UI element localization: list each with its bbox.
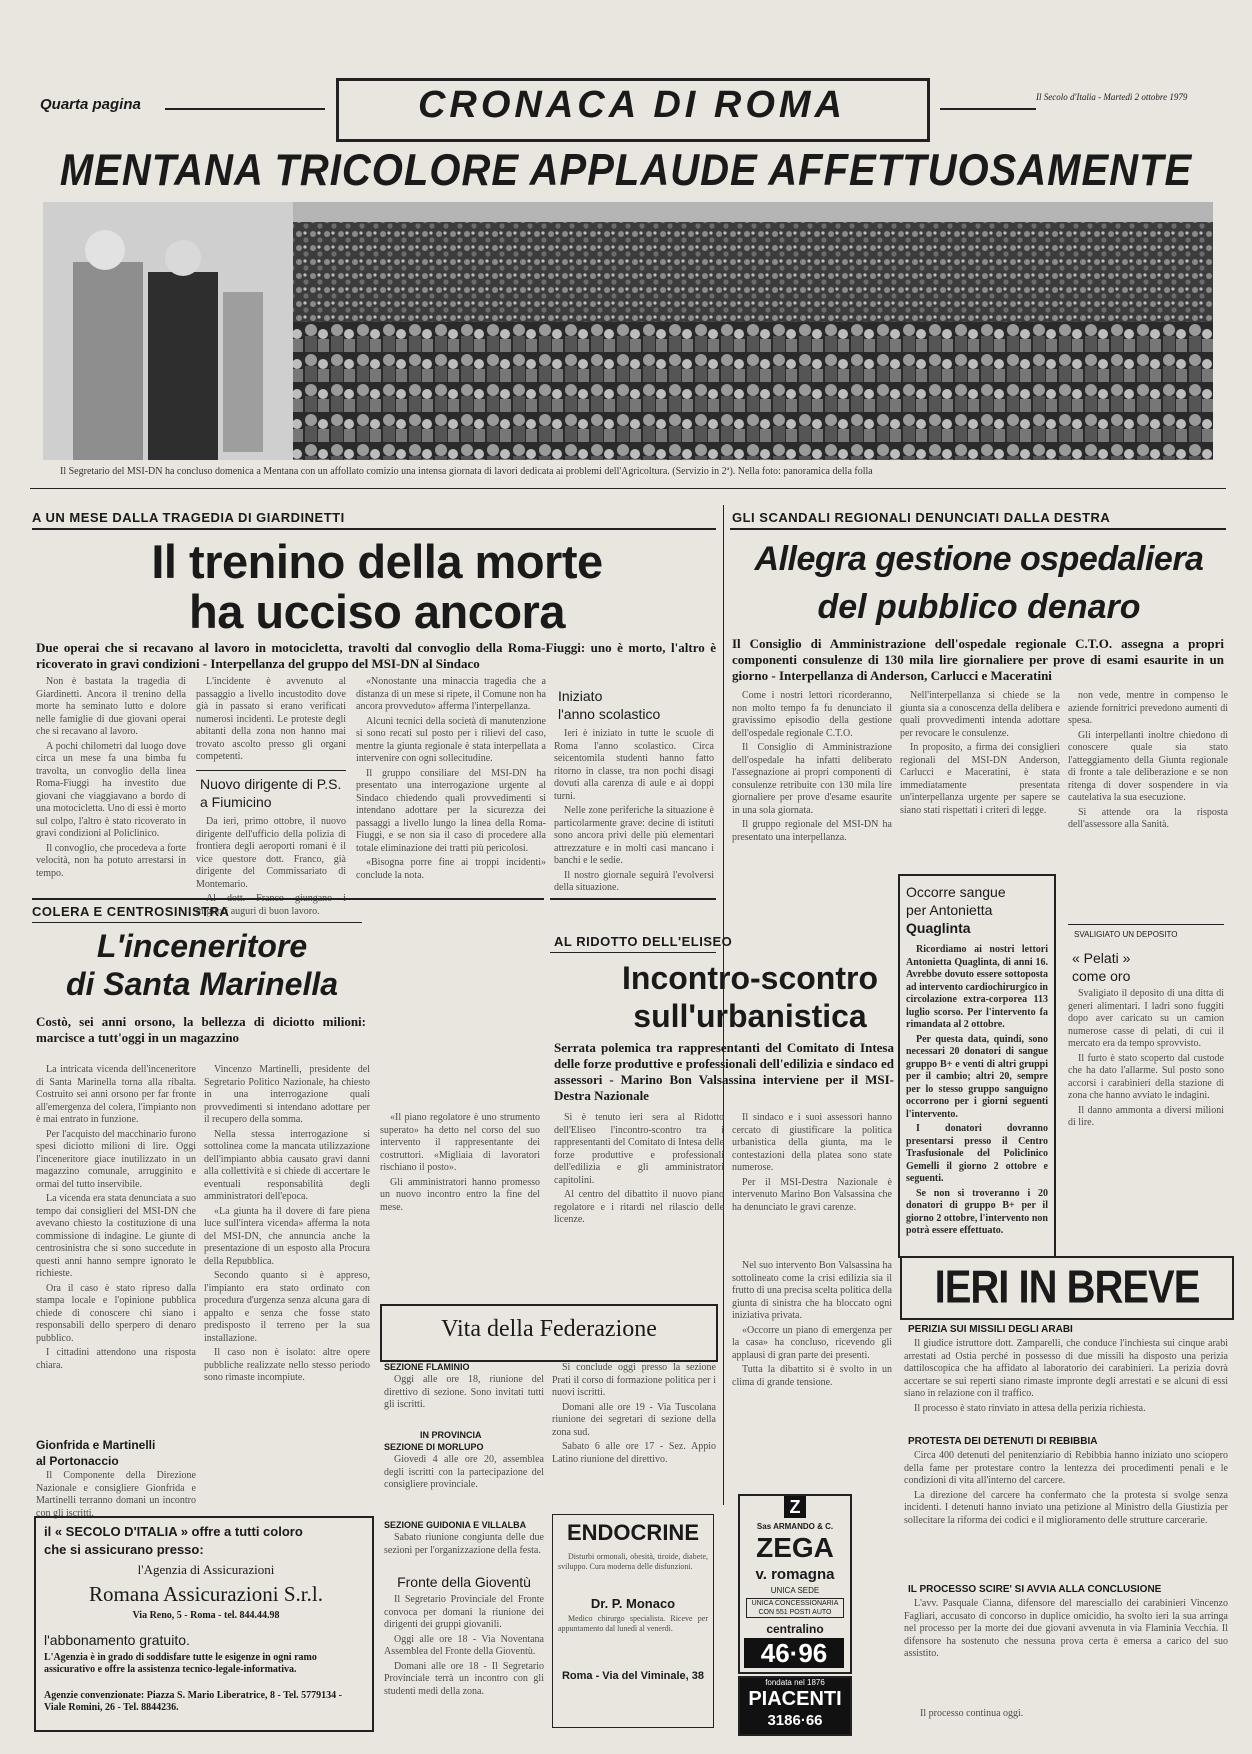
colera-body-1: La intricata vicenda dell'inceneritore di Santa Marinella torna alla ribalta. Costruito sei anni orsono per far fronte all'emergenza del colera, l'impianto non è mai entrato in funzione. Per l'acquisto del macchinario furono spesi diciotto milioni di lire. Oggi l'inceneritore giace inutilizzato in un magazzino comunale, arrugginito e ormai del tutto inservibile. La vicenda era stata denunciata a suo tempo dai consiglieri del MSI-DN che avevano chiesto la costituzione di una commissione di indagine. Le giunte di centrosinistra che si sono succedute in questi anni hanno sempre ignorato le richieste. Ora il caso è stato ripreso dalla stampa locale e l'opinione pubblica chiede di conoscere chi siano i responsabili dello sperpero di denaro pubblico. I cittadini attendono una risposta chiara.: [36, 1064, 196, 1371]
anno-body: Ieri è iniziato in tutte le scuole di Roma l'anno scolastico. Circa seicentomila studenti hanno fatto ritorno in classe, tra non pochi disagi dovuti alla carenza di aule e ai doppi turni. Nelle zone periferiche la situazione è particolarmente grave: decine di istituti sono ancora privi delle più elementari attrezzature e in molti casi mancano i banchi e le sedie. Il nostro giornale seguirà l'evolversi della situazione.: [554, 728, 714, 893]
gionfrida-title-2: al Portonaccio: [36, 1454, 119, 1468]
trenino-deck: Due operai che si recavano al lavoro in motocicletta, travolti dal convoglio della Roma-Fiuggi: uno è morto, l'altro è ricoverato in gravi condizioni - Interpellanza del gruppo del MSI-DN al Sindaco: [36, 640, 716, 671]
trenino-headline-1: Il trenino della morte: [151, 535, 603, 588]
endocrine-desc-2: Medico chirurgo specialista. Riceve per appuntamento dal lunedì al venerdì.: [558, 1614, 708, 1633]
gionfrida-title-1: Gionfrida e Martinelli: [36, 1438, 156, 1452]
ieri-title: IERI IN BREVE: [934, 1262, 1200, 1313]
endocrine-title: ENDOCRINE: [566, 1520, 699, 1545]
secolo-ad-line-6: Agenzie convenzionate: Piazza S. Mario Liberatrice, 8 - Tel. 5779134 - Viale Romini, 26 - Tel. 8844236.: [44, 1690, 342, 1713]
secolo-ad-company: Romana Assicurazioni S.r.l.: [89, 1582, 323, 1606]
piacenti-name: PIACENTI: [748, 1688, 842, 1710]
secolo-ad-line-5: L'Agenzia è in grado di soddisfare tutte le esigenze in ogni ramo assicurativo e offre la assistenza tecnico-legale-informativa.: [44, 1652, 317, 1675]
ospedale-body-2: Nell'interpellanza si chiede se la giunta sia a conoscenza della delibera e quali provvedimenti intenda adottare per revocare le consulenze. In proposito, a firma dei consiglieri regionali del MSI-DN Anderson, Carlucci e Maceratini, è stata immediatamente presentata un'interpellanza urgente per sapere se siano stati rispettati i criteri di legge.: [900, 690, 1060, 816]
zega-phone: 46·96: [744, 1638, 844, 1668]
eliseo-kicker: AL RIDOTTO DELL'ELISEO: [554, 934, 733, 949]
sangue-title-2: per Antonietta: [906, 902, 993, 918]
ieri-text-3: L'avv. Pasquale Cianna, difensore del maresciallo dei carabinieri Vincenzo Fagliari, accusato di concorso in duplice omicidio, ha svolto ieri la sua arringa nel processo per la morte dei due giovani avvenuta in via Flaminia Vecchia. Il difensore ha sostenuto che nessuna prova certa è emersa a carico del suo assistito.: [904, 1598, 1228, 1659]
eliseo-body-3: «Il piano regolatore è uno strumento superato» ha detto nel corso del suo intervento il rappresentante dei costruttori. «Migliaia di lavoratori rischiano il posto». Gli amministratori hanno promesso un nuovo incontro entro la fine del mese.: [380, 1112, 540, 1213]
colera-kicker: COLERA E CENTROSINISTRA: [32, 904, 230, 919]
piacenti-top: fondata nel 1876: [765, 1678, 825, 1687]
secolo-ad-line-3: l'Agenzia di Assicurazioni: [137, 1562, 275, 1577]
federazione-text-2: Giovedì 4 alle ore 20, assemblea degli iscritti con la partecipazione del consigliere provinciale.: [384, 1454, 544, 1490]
zega-letter: Z: [784, 1496, 806, 1518]
anno-title-1: Iniziato: [558, 688, 603, 704]
dirigente-rule: [196, 770, 346, 771]
eliseo-headline-2: sull'urbanistica: [633, 998, 867, 1034]
header-rule-right: [940, 108, 1036, 110]
trenino-body-2: L'incidente è avvenuto al passaggio a livello incustodito dove già in passato si erano verificati numerosi incidenti. Le proteste degli abitanti della zona non hanno mai trovato ascolto presso gli organi competenti.: [196, 676, 346, 762]
masthead-info: Il Secolo d'Italia - Martedì 2 ottobre 1979: [1036, 92, 1188, 102]
dirigente-title-1: Nuovo dirigente di P.S.: [200, 776, 342, 792]
eliseo-headline-1: Incontro-scontro: [622, 960, 878, 996]
sangue-body: Ricordiamo ai nostri lettori Antonietta Quaglinta, di anni 16. Avrebbe dovuto essere sottoposta ad intervento cardiochirurgico in circolazione extra-corporea 113 luglio scorso. Per l'intervento fa rimandata al 2 ottobre. Per questa data, quindi, sono necessari 20 donatori di sangue gruppo B+ e venti di altri gruppi per il cambio; altri 20, sempre per lo stesso gruppo sanguigno occorrono per i giorni seguenti l'intervento. I donatori dovranno presentarsi presso il Centro Trasfusionale del Policlinico Gemelli il giorno 2 ottobre e seguenti. Se non si troveranno i 20 donatori di gruppo B+ per il giorno 2 ottobre, l'intervento non potrà essere effettuato.: [906, 944, 1048, 1236]
piacenti-phone: 3186·66: [767, 1712, 823, 1729]
colera-body-2: Vincenzo Martinelli, presidente del Segretario Politico Nazionale, ha chiesto in una interrogazione quali provvedimenti si intendano adottare per il recupero della somma. Nella stessa interrogazione si sottolinea come la mancata utilizzazione dell'impianto abbia causato gravi danni alla collettività e si chiede di accertare le eventuali responsabilità degli amministratori dell'epoca. «La giunta ha il dovere di fare piena luce sull'intera vicenda» afferma la nota del MSI-DN, che annuncia anche la presentazione di un esposto alla Procura della Repubblica. Secondo quanto si è appreso, l'impianto era stato ordinato con procedura d'urgenza senza alcuna gara di appalto e senza che fosse stato predisposto il terreno per la sua installazione. Il caso non è isolato: altre opere pubbliche realizzate nello stesso periodo sono rimaste incompiute.: [204, 1064, 370, 1383]
zega-centralino: centralino: [766, 1622, 824, 1636]
eliseo-kicker-rule: [550, 952, 716, 953]
endocrine-desc: Disturbi ormonali, obesità, tiroide, diabete, sviluppo. Cura moderna delle disfunzioni.: [558, 1552, 708, 1571]
federazione-text-1: Oggi alle ore 18, riunione del direttivo di sezione. Sono invitati tutti gli iscritti.: [384, 1374, 544, 1410]
dirigente-body: Da ieri, primo ottobre, il nuovo dirigente dell'ufficio della polizia di frontiera degli aeroporti romani è il vice questore dott. Franco, già dirigente del Commissariato di Montemario. migliori auguri di buon lavoro.: [196, 816, 346, 917]
pelati-kicker: SVALIGIATO UN DEPOSITO: [1074, 930, 1178, 939]
secolo-ad-line-2: che si assicurano presso:: [44, 1542, 204, 1557]
secolo-ad-line-1: il « SECOLO D'ITALIA » offre a tutti coloro: [44, 1524, 303, 1539]
trenino-kicker: A UN MESE DALLA TRAGEDIA DI GIARDINETTI: [32, 510, 345, 525]
section-title: CRONACA DI ROMA: [417, 84, 846, 126]
crowd-photo-image: [43, 202, 1213, 460]
ieri-text-2: Circa 400 detenuti del penitenziario di Rebibbia hanno iniziato uno sciopero della fame per protestare contro la lentezza dei procedimenti penali e le condizioni di vita all'interno del carcere. La direzione del carcere ha confermato che la protesta si svolge senza incidenti. I detenuti hanno inviato una petizione al Ministro della Giustizia per sollecitare la riforma dei codici e il miglioramento delle strutture carcerarie.: [904, 1450, 1228, 1526]
trenino-body-1: Non è bastata la tragedia di Giardinetti. Ancora il trenino della morte ha seminato lutto e dolore nelle famiglie di due giovani operai che si recavano al lavoro. A pochi chilometri dal luogo dove circa un mese fa una bimba fu travolta, un convoglio della linea Roma-Fiuggi ha investito due giovani che viaggiavano a bordo di una motocicletta. Uno di essi è morto sul colpo, l'altro è stato ricoverato in gravi condizioni al Policlinico. Il convoglio, che procedeva a forte velocità, non ha potuto arrestarsi in tempo.: [36, 676, 186, 879]
secolo-ad-address: Via Reno, 5 - Roma - tel. 844.44.98: [132, 1610, 280, 1621]
eliseo-body-2: Il sindaco e i suoi assessori hanno cercato di giustificare la politica urbanistica della giunta, ma le contestazioni della platea sono state numerose. Per il MSI-Destra Nazionale è intervenuto Marino Bon Valsassina che ha denunciato le gravi carenze.: [732, 1112, 892, 1213]
endocrine-doctor: Dr. P. Monaco: [590, 1596, 676, 1611]
colera-deck: Costò, sei anni orsono, la bellezza di diciotto milioni: marcisce a tutt'oggi in un magazzino: [36, 1014, 366, 1045]
ieri-sub-3: IL PROCESSO SCIRE' SI AVVIA ALLA CONCLUSIONE: [908, 1584, 1162, 1595]
trenino-kicker-rule: [32, 528, 716, 530]
colera-top-rule: [32, 898, 544, 900]
ospedale-body-1: Come i nostri lettori ricorderanno, non molto tempo fa fu denunciato il gravissimo episodio della gestione dell'ospedale regionale C.T.O. Il Consiglio di Amministrazione dell'ospedale ha infatti deliberato l'assegnazione ai propri componenti di consulenze retribuite con 130 mila lire giornaliere per prove d'esame esaurite in una sola giornata. Il gruppo regionale del MSI-DN ha presentato una interpellanza.: [732, 690, 892, 843]
fronte-text: Il Segretario Provinciale del Fronte convoca per domani la riunione dei dirigenti dei gruppi giovanili. Oggi alle ore 18 - Via Noventana Assemblea del Fronte della Gioventù. Domani alle ore 18 - Il Segretario Provinciale terrà un incontro con gli studenti medi della zona.: [384, 1594, 544, 1697]
header-rule-left: [165, 108, 325, 110]
eliseo-deck: Serrata polemica tra rappresentanti del Comitato di Intesa delle forze produttive e professionali dell'edilizia e sindaco ed assessori - Marino Bon Valsassina interviene per il MSI-Destra Nazionale: [554, 1040, 894, 1103]
page-label: Quarta pagina: [40, 96, 141, 113]
colera-headline-1: L'inceneritore: [96, 928, 308, 964]
federazione-title: Vita della Federazione: [441, 1316, 657, 1342]
ospedale-kicker-rule: [730, 528, 1226, 530]
ospedale-headline-1: Allegra gestione ospedaliera: [754, 540, 1204, 578]
ospedale-body-3: non vede, mentre in compenso le aziende fornitrici prevedono aumenti di spesa. Gli interpellanti inoltre chiedono di conoscere quale sia stato l'atteggiamento della Giunta regionale di fronte a tale deliberazione e se non ritenga di dover sospendere in via cautelativa la sua esecuzione. Si attende ora la risposta dell'assessore alla Sanità.: [1068, 690, 1228, 830]
caption-rule: [30, 488, 1226, 489]
anno-title-2: l'anno scolastico: [558, 706, 661, 722]
federazione-sub-4: SEZIONE GUIDONIA E VILLALBA: [384, 1520, 527, 1530]
federazione-text-4: Si conclude oggi presso la sezione Prati il corso di formazione politica per i nuovi iscritti. Domani alle ore 19 - Via Tuscolana riunione dei segretari di sezione della zona sud. Sabato 6 alle ore 17 - Sez. Appio Latino riunione del direttivo.: [552, 1362, 716, 1465]
zega-company: Sas ARMANDO & C.: [756, 1522, 834, 1531]
main-headline: MENTANA TRICOLORE APPLAUDE AFFETTUOSAMENTE: [59, 146, 1193, 196]
endocrine-address: Roma - Via del Viminale, 38: [561, 1670, 705, 1682]
eliseo-body-1: Si è tenuto ieri sera al Ridotto dell'Eliseo l'incontro-scontro tra i rappresentanti del Comitato di Intesa delle forze produttive e professionali dell'edilizia e gli amministratori capitolini. Al centro del dibattito il nuovo piano regolatore e i ritardi nel rilascio delle licenze.: [554, 1112, 724, 1225]
eliseo-body-4: Nel suo intervento Bon Valsassina ha sottolineato come la crisi edilizia sia il frutto di una precisa scelta politica della giunta di sinistra che ha bloccato ogni iniziativa privata. «Occorre un piano di emergenza per la casa» ha concluso, ricevendo gli applausi di gran parte dei presenti. Tutta la dibattito si è svolto in un clima di grande tensione.: [732, 1260, 892, 1388]
ieri-sub-2: PROTESTA DEI DETENUTI DI REBIBBIA: [908, 1436, 1098, 1447]
ospedale-kicker: GLI SCANDALI REGIONALI DENUNCIATI DALLA DESTRA: [732, 510, 1111, 525]
ospedale-deck: Il Consiglio di Amministrazione dell'ospedale regionale C.T.O. assegna a propri componenti consulenze di 130 mila lire giornaliere per prove di esami esaurite in un giorno - Interpellanza di Anderson, Carlucci e Maceratini: [732, 636, 1224, 683]
federazione-text-3: Sabato riunione congiunta delle due sezioni per l'organizzazione della festa.: [384, 1532, 544, 1556]
zega-unica-sede: UNICA SEDE: [770, 1586, 820, 1595]
ieri-sub-1: PERIZIA SUI MISSILI DEGLI ARABI: [908, 1324, 1073, 1335]
gionfrida-body: Il Componente della Direzione Nazionale e consigliere Gionfrida e Martinelli terranno domani un incontro con gli iscritti.: [36, 1470, 196, 1519]
pelati-title-2: come oro: [1072, 968, 1131, 984]
sangue-title-1: Occorre sangue: [906, 884, 1006, 900]
eliseo-top-rule: [550, 898, 716, 900]
zega-concessionaria: UNICA CONCESSIONARIA CON 551 POSTI AUTO: [746, 1598, 844, 1618]
dirigente-title-2: a Fiumicino: [200, 794, 272, 810]
photo-caption: Il Segretario del MSI-DN ha concluso domenica a Mentana con un affollato comizio una intensa giornata di lavori dedicata ai problemi dell'Agricoltura. (Servizio in 2ª). Nella foto: panoramica della folla: [60, 466, 873, 477]
sangue-title-3: Quaglinta: [906, 920, 971, 936]
federazione-sub-2: IN PROVINCIA: [420, 1430, 482, 1440]
zega-name: ZEGA: [756, 1532, 834, 1563]
ospedale-headline-2: del pubblico denaro: [817, 588, 1141, 626]
trenino-headline-2: ha ucciso ancora: [189, 585, 565, 638]
federazione-sub-1: SEZIONE FLAMINIO: [384, 1362, 470, 1372]
federazione-sub-3: SEZIONE DI MORLUPO: [384, 1442, 484, 1452]
zega-street: v. romagna: [755, 1566, 835, 1583]
trenino-body-3: «Nonostante una minaccia tragedia che a distanza di un mese si ripete, il Comune non ha ancora provveduto» afferma l'interpellanza. Alcuni tecnici della società di manutenzione si sono recati sul posto per i rilievi del caso, mentre la giunta regionale è stata interpellata a intervenire con ogni sollecitudine. Il gruppo consiliare del MSI-DN ha presentato una interrogazione urgente al Sindaco chiedendo quali provvedimenti si intendano adottare per la sicurezza dei passaggi a livello lungo la linea della Roma-Fiuggi, e se non sia il caso di procedere alla totale eliminazione dei tratti più pericolosi. «Bisogna porre fine ai troppi incidenti» conclude la nota.: [356, 676, 546, 881]
fronte-title: Fronte della Gioventù: [397, 1574, 531, 1590]
secolo-ad-line-4: l'abbonamento gratuito.: [44, 1632, 190, 1648]
colera-kicker-rule: [32, 922, 362, 923]
colera-headline-2: di Santa Marinella: [65, 966, 339, 1002]
pelati-rule: [1068, 924, 1224, 925]
ieri-closing: Il processo continua oggi.: [920, 1708, 1024, 1719]
crowd-photo: [43, 202, 1213, 460]
pelati-body: Svaligiato il deposito di una ditta di generi alimentari. I ladri sono fuggiti dopo aver caricato su un camion numerose casse di pelati, di cui il mercato era da tempo sprovvisto. Il furto è stato scoperto dal custode che ha dato l'allarme. Sul posto sono accorsi i carabinieri della stazione di zona che hanno avviato le indagini. Il danno ammonta a diversi milioni di lire.: [1068, 988, 1224, 1128]
ieri-text-1: Il giudice istruttore dott. Zamparelli, che conduce l'inchiesta sui cinque arabi arrestati ad Ostia perché in possesso di due missili ha disposto una perizia dattiloscopica che ha affidato al laboratorio dei carabinieri. La perizia dovrà accertare se sui reperti siano rimaste impronte degli arrestati e se alcuni di essi siano in relazione con il traffico. Il processo è stato rinviato in attesa della perizia richiesta.: [904, 1338, 1228, 1414]
pelati-title-1: « Pelati »: [1072, 950, 1131, 966]
